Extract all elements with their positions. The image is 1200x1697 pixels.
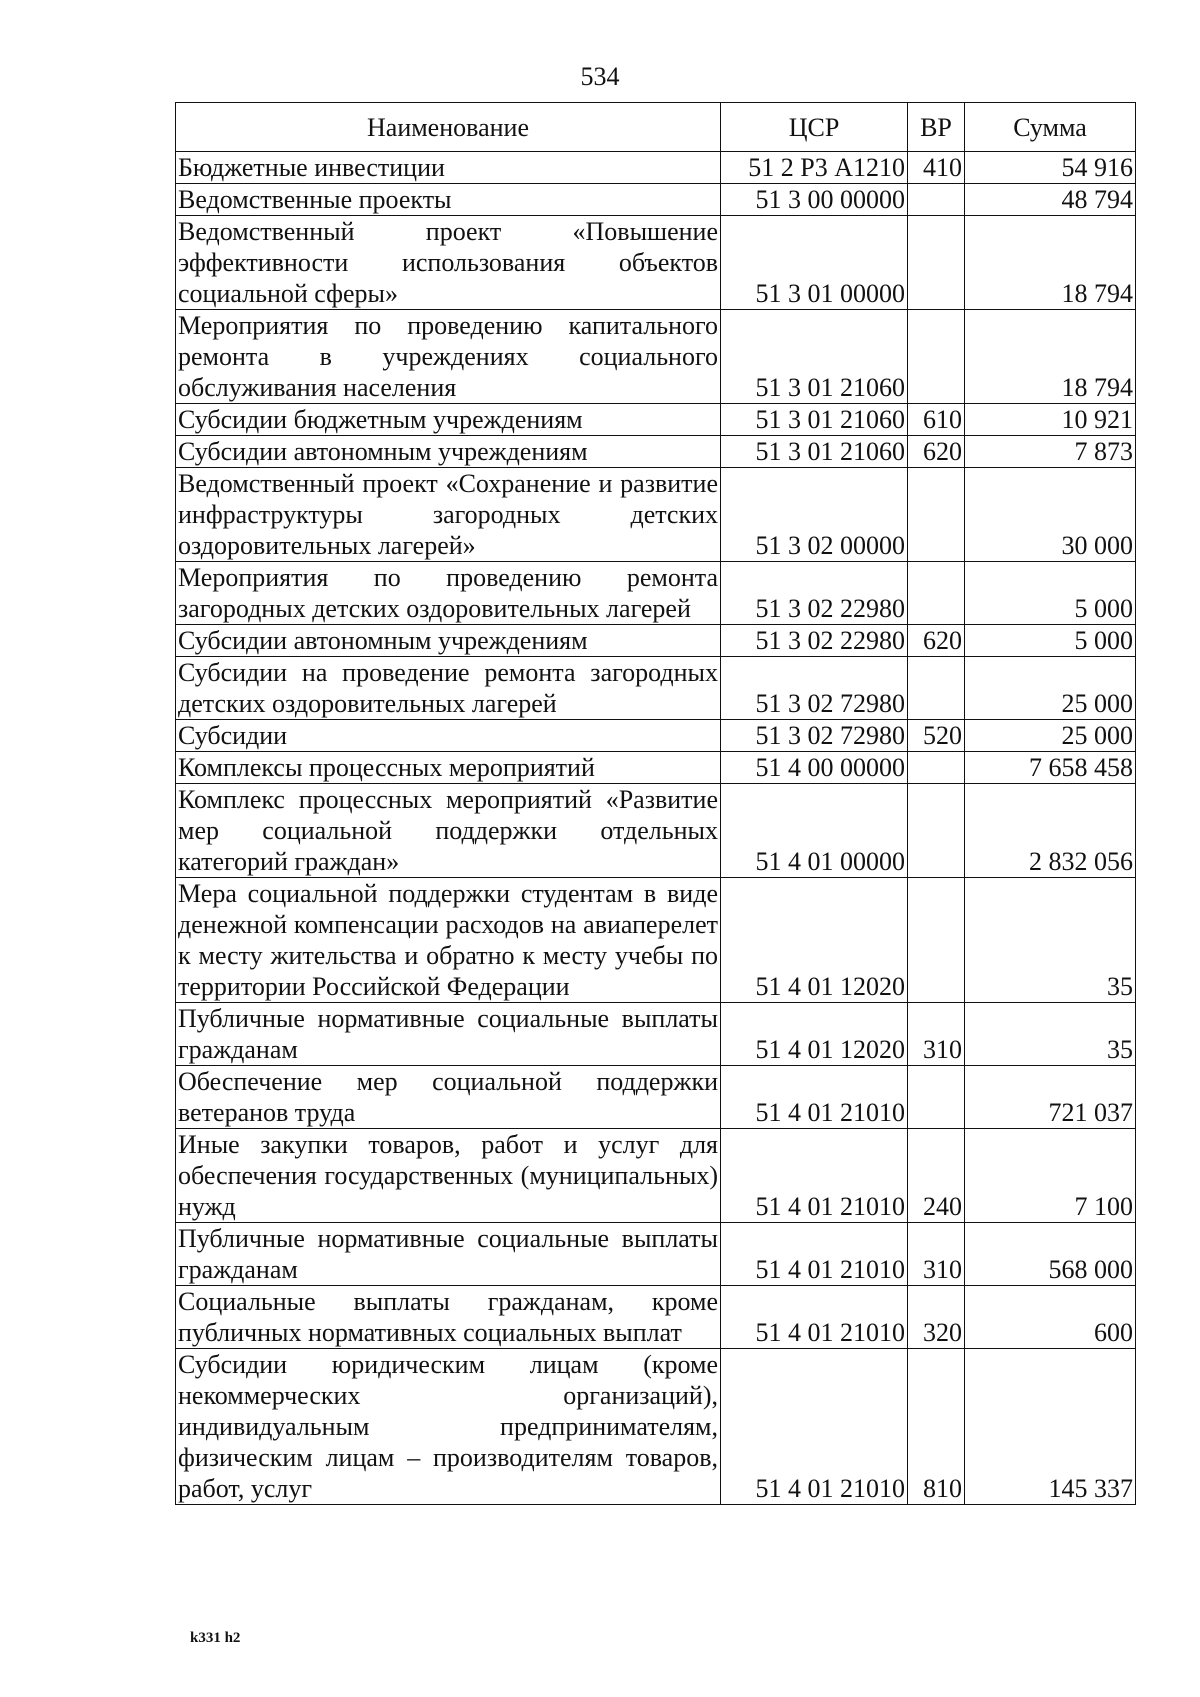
- row-sum: 35: [965, 878, 1136, 1003]
- row-sum: 25 000: [965, 657, 1136, 720]
- row-csr: 51 3 02 22980: [721, 625, 908, 657]
- row-sum: 7 658 458: [965, 752, 1136, 784]
- row-vr: 410: [908, 152, 965, 184]
- header-vr: ВР: [908, 103, 965, 152]
- table-row: [176, 184, 1136, 216]
- row-sum: 600: [965, 1286, 1136, 1349]
- row-vr: 610: [908, 404, 965, 436]
- row-vr: [908, 657, 965, 720]
- row-name: Ведомственные проекты: [176, 184, 721, 216]
- row-sum: 18 794: [965, 310, 1136, 404]
- row-vr: 520: [908, 720, 965, 752]
- row-csr: 51 3 02 72980: [721, 720, 908, 752]
- row-name: Субсидии юридическим лицам (кроме некоммерческих организаций), индивидуальным предпринимателям, физическим лицам – производителям товаров, работ, услуг: [176, 1349, 721, 1505]
- row-csr: 51 3 01 21060: [721, 310, 908, 404]
- row-csr: 51 4 00 00000: [721, 752, 908, 784]
- row-name: Мероприятия по проведению ремонта загородных детских оздоровительных лагерей: [176, 562, 721, 625]
- row-csr: 51 3 00 00000: [721, 184, 908, 216]
- table-row: [176, 625, 1136, 657]
- row-vr: [908, 216, 965, 310]
- table-row: [176, 1349, 1136, 1505]
- row-csr: 51 4 01 21010: [721, 1349, 908, 1505]
- row-vr: [908, 752, 965, 784]
- footer-code: k331 h2: [190, 1630, 241, 1646]
- row-vr: [908, 1066, 965, 1129]
- row-sum: 5 000: [965, 625, 1136, 657]
- row-csr: 51 3 02 22980: [721, 562, 908, 625]
- header-sum: Сумма: [965, 103, 1136, 152]
- row-name: Субсидии на проведение ремонта загородных детских оздоровительных лагерей: [176, 657, 721, 720]
- header-name: Наименование: [176, 103, 721, 152]
- row-vr: 240: [908, 1129, 965, 1223]
- row-name: Социальные выплаты гражданам, кроме публичных нормативных социальных выплат: [176, 1286, 721, 1349]
- row-csr: 51 4 01 21010: [721, 1066, 908, 1129]
- row-sum: 7 100: [965, 1129, 1136, 1223]
- row-sum: 721 037: [965, 1066, 1136, 1129]
- table-row: [176, 720, 1136, 752]
- header-csr: ЦСР: [721, 103, 908, 152]
- table-row: [176, 1223, 1136, 1286]
- table-row: [176, 784, 1136, 878]
- row-csr: 51 3 01 00000: [721, 216, 908, 310]
- table-row: [176, 436, 1136, 468]
- row-name: Субсидии автономным учреждениям: [176, 436, 721, 468]
- row-name: Иные закупки товаров, работ и услуг для обеспечения государственных (муниципальных) нужд: [176, 1129, 721, 1223]
- row-csr: 51 4 01 12020: [721, 1003, 908, 1066]
- row-sum: 7 873: [965, 436, 1136, 468]
- row-sum: 10 921: [965, 404, 1136, 436]
- budget-table: [175, 102, 1136, 1505]
- row-csr: 51 3 01 21060: [721, 404, 908, 436]
- row-name: Публичные нормативные социальные выплаты гражданам: [176, 1003, 721, 1066]
- row-vr: [908, 784, 965, 878]
- table-row: [176, 752, 1136, 784]
- row-sum: 2 832 056: [965, 784, 1136, 878]
- row-sum: 568 000: [965, 1223, 1136, 1286]
- row-vr: [908, 562, 965, 625]
- row-vr: [908, 310, 965, 404]
- row-csr: 51 3 02 00000: [721, 468, 908, 562]
- row-name: Субсидии бюджетным учреждениям: [176, 404, 721, 436]
- row-vr: 620: [908, 625, 965, 657]
- row-csr: 51 4 01 12020: [721, 878, 908, 1003]
- row-vr: [908, 878, 965, 1003]
- row-name: Комплекс процессных мероприятий «Развитие мер социальной поддержки отдельных категорий граждан»: [176, 784, 721, 878]
- row-name: Мероприятия по проведению капитального ремонта в учреждениях социального обслуживания населения: [176, 310, 721, 404]
- row-name: Субсидии: [176, 720, 721, 752]
- row-vr: [908, 468, 965, 562]
- row-name: Бюджетные инвестиции: [176, 152, 721, 184]
- row-sum: 145 337: [965, 1349, 1136, 1505]
- row-sum: 5 000: [965, 562, 1136, 625]
- row-csr: 51 4 01 21010: [721, 1129, 908, 1223]
- row-vr: 620: [908, 436, 965, 468]
- row-name: Субсидии автономным учреждениям: [176, 625, 721, 657]
- row-csr: 51 4 01 00000: [721, 784, 908, 878]
- table-row: [176, 878, 1136, 1003]
- row-sum: 48 794: [965, 184, 1136, 216]
- row-sum: 30 000: [965, 468, 1136, 562]
- page-number: 534: [580, 62, 620, 91]
- row-vr: 810: [908, 1349, 965, 1505]
- row-csr: 51 3 01 21060: [721, 436, 908, 468]
- row-csr: 51 2 Р3 А1210: [721, 152, 908, 184]
- row-vr: [908, 184, 965, 216]
- row-name: Обеспечение мер социальной поддержки ветеранов труда: [176, 1066, 721, 1129]
- row-vr: 310: [908, 1003, 965, 1066]
- row-sum: 18 794: [965, 216, 1136, 310]
- row-csr: 51 4 01 21010: [721, 1223, 908, 1286]
- table-row: [176, 1003, 1136, 1066]
- table-header-row: [176, 103, 1136, 152]
- row-sum: 35: [965, 1003, 1136, 1066]
- table-row: [176, 1129, 1136, 1223]
- row-name: Ведомственный проект «Повышение эффективности использования объектов социальной сферы»: [176, 216, 721, 310]
- table-row: [176, 216, 1136, 310]
- row-sum: 25 000: [965, 720, 1136, 752]
- row-name: Комплексы процессных мероприятий: [176, 752, 721, 784]
- row-csr: 51 3 02 72980: [721, 657, 908, 720]
- table-row: [176, 562, 1136, 625]
- row-csr: 51 4 01 21010: [721, 1286, 908, 1349]
- row-vr: 310: [908, 1223, 965, 1286]
- table-row: [176, 657, 1136, 720]
- row-name: Мера социальной поддержки студентам в виде денежной компенсации расходов на авиаперелет к месту жительства и обратно к месту учебы по территории Российской Федерации: [176, 878, 721, 1003]
- row-sum: 54 916: [965, 152, 1136, 184]
- row-name: Ведомственный проект «Сохранение и развитие инфраструктуры загородных детских оздоровительных лагерей»: [176, 468, 721, 562]
- table-row: [176, 152, 1136, 184]
- table-row: [176, 1286, 1136, 1349]
- table-row: [176, 310, 1136, 404]
- row-vr: 320: [908, 1286, 965, 1349]
- table-row: [176, 1066, 1136, 1129]
- row-name: Публичные нормативные социальные выплаты гражданам: [176, 1223, 721, 1286]
- table-row: [176, 468, 1136, 562]
- table-row: [176, 404, 1136, 436]
